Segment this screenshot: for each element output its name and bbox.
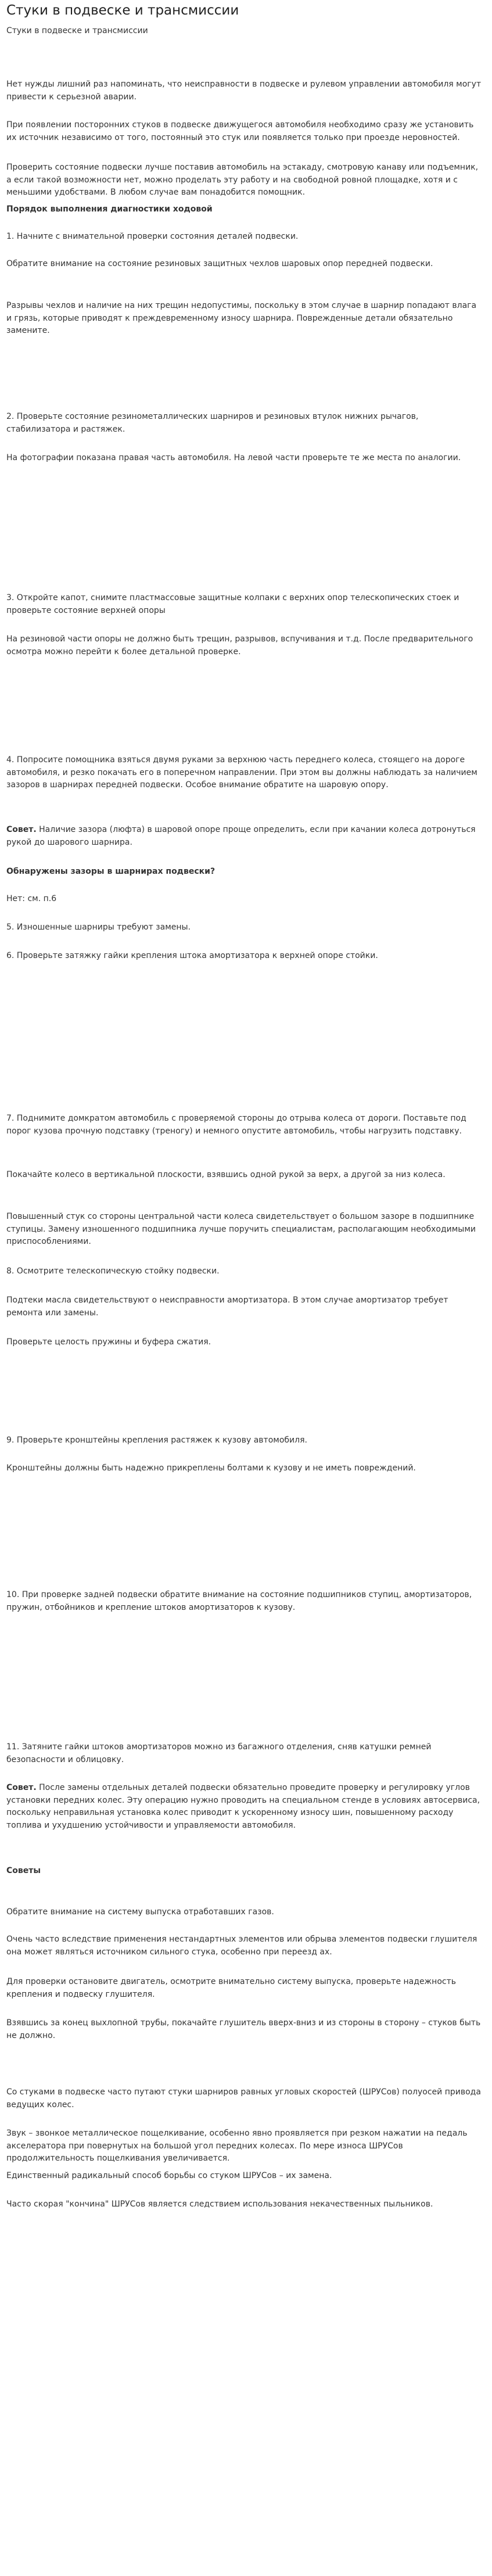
paragraph: Для проверки остановите двигатель, осмотрите внимательно систему выпуска, проверьте надежность крепления и подвеску глушителя.	[6, 1977, 456, 1999]
paragraph: Кронштейны должны быть надежно прикреплены болтами к кузову и не иметь повреждений.	[6, 1463, 416, 1473]
paragraph: Нет нужды лишний раз напоминать, что неисправности в подвеске и рулевом управлении автомобиля могут привести к серьезной аварии.	[6, 80, 482, 102]
paragraph: Часто скорая "кончина" ШРУСов является следствием использования некачественных пыльников.	[6, 2200, 433, 2209]
paragraph: Покачайте колесо в вертикальной плоскости, взявшись одной рукой за верх, а другой за низ колеса.	[6, 1170, 446, 1179]
paragraph: Обратите внимание на систему выпуска отработавших газов.	[6, 1907, 274, 1917]
step-8: 8. Осмотрите телескопическую стойку подвески.	[6, 1267, 220, 1276]
section-heading: Обнаружены зазоры в шарнирах подвески?	[6, 867, 216, 876]
step-5: 5. Изношенные шарниры требуют замены.	[6, 923, 191, 932]
section-heading: Порядок выполнения диагностики ходовой	[6, 204, 213, 214]
paragraph: На резиновой части опоры не должно быть трещин, разрывов, вспучивания и т.д. После предварительного осмотра можно перейти к более детальной проверке.	[6, 634, 473, 656]
paragraph: На фотографии показана правая часть автомобиля. На левой части проверьте те же места по аналогии.	[6, 453, 461, 462]
step-6: 6. Проверьте затяжку гайки крепления штока амортизатора к верхней опоре стойки.	[6, 951, 378, 960]
step-3: 3. Откройте капот, снимите пластмассовые защитные колпаки с верхних опор телескопических стоек и проверьте состояние верхней опоры	[6, 593, 459, 615]
step-7: 7. Поднимите домкратом автомобиль с проверяемой стороны до отрыва колеса от дороги. Поставьте под порог кузова прочную подставку (треногу) и немного опустите автомобиль, чтобы нагрузить подставку.	[6, 1114, 466, 1136]
step-10: 10. При проверке задней подвески обратите внимание на состояние подшипников ступиц, амортизаторов, пружин, отбойников и крепление штоков амортизаторов к кузову.	[6, 1590, 472, 1612]
paragraph: Проверить состояние подвески лучше поставив автомобиль на эстакаду, смотровую канаву или подъемник, а если такой возможности нет, можно проделать эту работу и на свободной ровной площадке, хотя и с меньшими удобствами. В любом случае вам понадобится помощник.	[6, 163, 479, 198]
paragraph: При появлении посторонних стуков в подвеске движущегося автомобиля необходимо сразу же установить их источник независимо от того, постоянный это стук или появляется только при проезде неровностей.	[6, 120, 474, 142]
step-11: 11. Затяните гайки штоков амортизаторов можно из багажного отделения, сняв катушки ремней безопасности и облицовку.	[6, 1742, 432, 1764]
paragraph: Со стуками в подвеске часто путают стуки шарниров равных угловых скоростей (ШРУСов) полуосей привода ведущих колес.	[6, 2087, 481, 2109]
subtitle: Стуки в подвеске и трансмиссии	[6, 26, 148, 35]
paragraph: Повышенный стук со стороны центральной части колеса свидетельствует о большом зазоре в подшипнике ступицы. Замену изношенного подшипника лучше поручить специалистам, располагающим необходимыми приспособлениями.	[6, 1212, 476, 1247]
step-4: 4. Попросите помощника взяться двумя руками за верхнюю часть переднего колеса, стоящего на дороге автомобиля, и резко покачать его в поперечном направлении. При этом вы должны наблюдать за наличием зазоров в шарнирах передней подвески. Особое внимание обратите на шаровую опору.	[6, 755, 477, 790]
tip: Совет. После замены отдельных деталей подвески обязательно проведите проверку и регулировку углов установки передних колес. Эту операцию нужно проводить на специальном стенде в условиях автосервиса, поскольку неправильная установка колес приводит к ускоренному износу шин, повышенному расходу топлива и ухудшению устойчивости и управляемости автомобиля.	[6, 1783, 480, 1831]
paragraph: Звук – звонкое металлическое пощелкивание, особенно явно проявляется при резком нажатии на педаль акселератора при повернутых на большой угол передних колесах. По мере износа ШРУСов продолжительность пощелкивания увеличивается.	[6, 2129, 468, 2164]
paragraph: Подтеки масла свидетельствуют о неисправности амортизатора. В этом случае амортизатор требует ремонта или замены.	[6, 1296, 448, 1318]
tip: Совет. Наличие зазора (люфта) в шаровой опоре проще определить, если при качании колеса дотронуться рукой до шарового шарнира.	[6, 825, 476, 847]
page-title: Стуки в подвеске и трансмиссии	[6, 3, 239, 18]
section-heading: Советы	[6, 1866, 41, 1875]
step-2: 2. Проверьте состояние резинометаллических шарниров и резиновых втулок нижних рычагов, стабилизатора и растяжек.	[6, 412, 419, 434]
paragraph: Обратите внимание на состояние резиновых защитных чехлов шаровых опор передней подвески.	[6, 259, 433, 268]
paragraph: Взявшись за конец выхлопной трубы, покачайте глушитель вверх-вниз и из стороны в сторону – стуков быть не должно.	[6, 2018, 481, 2040]
step-9: 9. Проверьте кронштейны крепления растяжек к кузову автомобиля.	[6, 1436, 307, 1445]
paragraph: Единственный радикальный способ борьбы со стуком ШРУСов – их замена.	[6, 2171, 332, 2180]
step-1: 1. Начните с внимательной проверки состояния деталей подвески.	[6, 232, 299, 241]
paragraph: Разрывы чехлов и наличие на них трещин недопустимы, поскольку в этом случае в шарнир попадают влага и грязь, которые приводят к преждевременному износу шарнира. Поврежденные детали обязательно замените.	[6, 301, 477, 336]
paragraph: Очень часто вследствие применения нестандартных элементов или обрыва элементов подвески глушителя она может являться источником сильного стука, особенно при переезд ах.	[6, 1935, 477, 1957]
paragraph: Проверьте целость пружины и буфера сжатия.	[6, 1337, 211, 1347]
paragraph: Нет: см. п.6	[6, 894, 57, 903]
